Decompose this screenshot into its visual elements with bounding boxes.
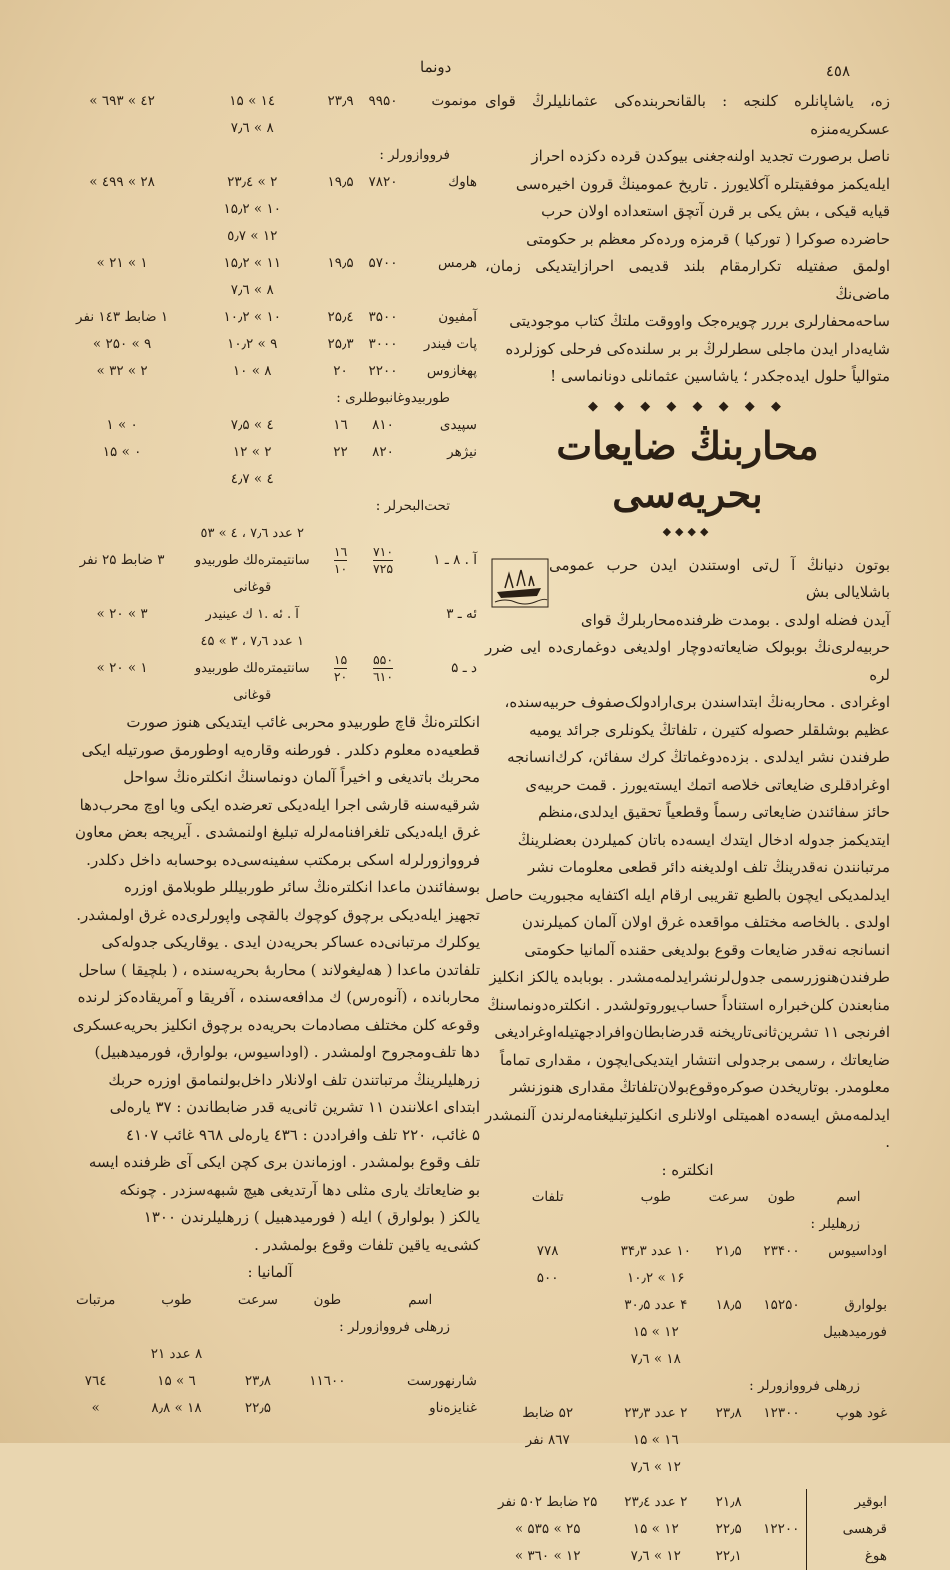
ship-losses: ۰ » ۱۵ bbox=[102, 444, 142, 460]
table-row bbox=[60, 1395, 480, 1422]
section-label: زرهلی فرووازورلر : bbox=[749, 1378, 860, 1394]
left-column bbox=[60, 88, 480, 1422]
section-label: زرهلی فرووازورلر : bbox=[339, 1318, 450, 1335]
tonnage-submerged: ۷۲۵ bbox=[372, 561, 394, 576]
text-line: قیایه قیکی ، بش یکی بر قرن آتچق استعداده اولان حرب bbox=[541, 202, 890, 220]
tonnage-submerged: ٦۱۰ bbox=[372, 669, 394, 684]
ship-guns: ۱۲ » ۷٫٦ bbox=[630, 1459, 681, 1475]
ship-guns: ۱۶ » ۱۰٫۲ bbox=[627, 1270, 685, 1286]
ship-speed: ۲۲٫۱ bbox=[715, 1548, 742, 1564]
ship-tonnage: ۲۲۰۰ bbox=[368, 363, 398, 379]
ship-losses: ۹ » ۲۵۰ » bbox=[92, 336, 152, 352]
column-header: طوب bbox=[161, 1291, 192, 1308]
ship-speed: ۲۵٫٤ bbox=[327, 309, 354, 325]
ship-guns: ۱۲ » ۷٫٦ bbox=[630, 1548, 681, 1564]
table-row bbox=[60, 88, 480, 115]
ship-losses bbox=[60, 277, 184, 304]
text-line: منابعندن کلن‌خبراره استناداً حساب‌یوروتولشدر . انکلتره‌دونماسنڭ bbox=[487, 995, 890, 1014]
ship-losses: ۵۲ ضابط bbox=[522, 1405, 574, 1421]
text-line: بو ضایعاتك یاری مثلی دها آرتدیغی هیچ شبهه‌سزدر . چونکه bbox=[119, 1180, 480, 1199]
ship-speed: ۲۱٫۸ bbox=[715, 1494, 742, 1510]
ship-losses: ۱ » ۲۰ » bbox=[96, 660, 148, 676]
section-row bbox=[60, 142, 480, 169]
ship-losses: ٤۲ » ٦۹۳ » bbox=[89, 93, 155, 109]
ship-speed bbox=[320, 277, 361, 304]
ship-speed bbox=[701, 1319, 756, 1346]
ship-guns: ۱۸ » ۷٫٦ bbox=[630, 1351, 681, 1367]
ship-tonnage: ۵۷۰۰ bbox=[368, 255, 398, 271]
text-line: ایله‌یکمز موفقیتلره آکلایورز . تاریخ عمومینڭ قرون اخیره‌سی bbox=[515, 174, 890, 193]
ship-name: پات فیندر bbox=[423, 336, 477, 352]
germany-label: آلمانیا : bbox=[247, 1263, 293, 1281]
ship-speed: ۲۳٫۹ bbox=[327, 93, 354, 109]
ship-losses: ۱ ضابط ۱٤۳ نفر bbox=[76, 309, 169, 325]
ship-speed bbox=[334, 652, 347, 685]
text-line: یوکلرك مرتبانی‌ده عساکر بحریه‌دن ایدی . یوقاریکی جدوله‌کی bbox=[101, 933, 480, 951]
ship-losses bbox=[60, 466, 184, 493]
table-row bbox=[485, 1454, 890, 1481]
ship-guns: آ . ئه .۱ ك عینیدر bbox=[205, 607, 299, 622]
table-row bbox=[485, 1489, 890, 1516]
ship-guns: ۲ » ۱۲ bbox=[232, 444, 272, 460]
text-line: اولدی . بالخاصه مختلف مواقعده غرق اولان آلمان کمیلرندن bbox=[521, 913, 890, 931]
section-row bbox=[60, 385, 480, 412]
ship-losses: ۳ » ۲۰ » bbox=[96, 606, 148, 622]
ship-speed bbox=[701, 1265, 756, 1292]
column-header: تلفات bbox=[531, 1189, 564, 1205]
text-line: مرتبانندن نه‌قدرینڭ تلف اولدیغنه دائر قطعی معلومات نشر bbox=[528, 858, 890, 876]
ship-name: غود هوپ bbox=[835, 1405, 887, 1421]
article-body bbox=[485, 552, 890, 1157]
ship-tonnage: ۹۹۵۰ bbox=[368, 93, 398, 109]
ship-speed bbox=[701, 1454, 756, 1481]
ship-name bbox=[807, 1265, 890, 1292]
page-header bbox=[60, 58, 890, 88]
ship-guns: ۱۲ » ٥٫۷ bbox=[227, 228, 278, 244]
ship-guns: ۱۰ عدد ۳۴٫۳ bbox=[620, 1243, 691, 1259]
column-header: اسم bbox=[408, 1291, 433, 1308]
ship-losses: ۸٦۷ نفر bbox=[525, 1432, 570, 1448]
ship-name: سپیدی bbox=[439, 417, 477, 433]
ship-speed bbox=[320, 466, 361, 493]
ship-tonnage bbox=[756, 1346, 807, 1373]
table-row bbox=[485, 1400, 890, 1427]
ship-tonnage: ۱۲۳۰۰ bbox=[763, 1405, 800, 1421]
text-line: طرفندن‌هنوزرسمی جدول‌لرنشرایدلمه‌مشدر . بوبابده یالکز انکلیز bbox=[489, 968, 890, 986]
text-line: عظیم بوشلقلر حصوله‌ کتیرن ، تلفاتڭ یکونلری جرائد یومیه bbox=[529, 720, 890, 739]
ship-guns: ٦ » ۱۵ bbox=[157, 1372, 196, 1389]
ship-speed bbox=[701, 1346, 756, 1373]
column-header: طون bbox=[313, 1291, 342, 1308]
ship-losses: ۷٦٤ bbox=[84, 1372, 107, 1389]
ship-guns: ۸ » ۷٫٦ bbox=[230, 282, 274, 298]
text-line: محاربانده ، (آنوه‌رس) ك مدافعه‌سنده ، آفریقا و آمریقاده‌کز لرنده bbox=[77, 988, 480, 1006]
table-row bbox=[485, 1265, 890, 1292]
ship-tonnage: ۱۵۲۵۰ bbox=[763, 1297, 800, 1313]
text-line: تلفاتدن ماعدا ( هه‌لیغولاند ) محاربۀ بحریه‌سنده ، ( بلچیقا ) ساحل bbox=[78, 960, 480, 979]
ship-name: پهغازوس bbox=[426, 363, 477, 379]
ship-tonnage bbox=[361, 196, 405, 223]
table-row bbox=[60, 277, 480, 304]
running-head: دونما bbox=[420, 58, 452, 76]
ship-losses: ۲ » ۳۲ » bbox=[96, 363, 148, 379]
table-row bbox=[485, 1427, 890, 1454]
ship-name bbox=[405, 223, 480, 250]
table-row bbox=[60, 439, 480, 466]
ship-name: د ـ ۵ bbox=[451, 660, 477, 676]
text-line: آیدن فضله اولدی . بومدت ظرفنده‌محاربلرڭ قوای bbox=[580, 610, 890, 629]
tonnage-surface: ۵۵۰ bbox=[372, 652, 394, 667]
ship-losses bbox=[60, 196, 184, 223]
section-label: زرهلیلر : bbox=[810, 1216, 860, 1232]
england-label: انکلتره : bbox=[661, 1160, 714, 1179]
text-line: حربیه‌لری‌نڭ بوبولک ضایعاته‌دوچار اولدیغی دوغماری‌ده ایی ضرر لره bbox=[485, 638, 890, 684]
ship-speed bbox=[320, 196, 361, 223]
column-header: طون bbox=[767, 1189, 796, 1205]
ship-losses: ۷۷۸ bbox=[536, 1243, 559, 1259]
text-line: ضایعاتك ، رسمی برجدولی انتشار ایتدیکی‌ایچون ، مقداری تماماً bbox=[499, 1050, 890, 1069]
table-row bbox=[60, 628, 480, 709]
ship-losses bbox=[60, 115, 184, 142]
column-header: طوب bbox=[640, 1189, 671, 1205]
ship-guns: ۱۰ » ۱۰٫۲ bbox=[223, 309, 281, 325]
ship-speed bbox=[701, 1427, 756, 1454]
text-line: حاضرده صوکرا ( تورکیا ) قرمزه ورده‌کر معظم بر حکومتی bbox=[526, 229, 890, 248]
ship-losses: ۲۵ ضابط ۵۰۲ نفر bbox=[498, 1494, 598, 1510]
ship-tonnage bbox=[373, 544, 393, 577]
ship-tonnage bbox=[756, 1543, 807, 1570]
ship-name: قرهسی bbox=[807, 1516, 890, 1543]
ship-guns: ۹ » ۱۰٫۲ bbox=[227, 336, 278, 352]
ship-speed: ۲۲٫۵ bbox=[244, 1399, 271, 1416]
article-title: محاربنڭ ضایعات بحریه‌سی bbox=[556, 423, 819, 516]
ship-losses bbox=[60, 1341, 131, 1368]
table-row bbox=[60, 169, 480, 196]
section-label: تحت‌البحرلر : bbox=[375, 498, 450, 514]
ship-tonnage bbox=[361, 223, 405, 250]
text-line: کشی‌یه یاقین تلفات وقوع بولمشدر . bbox=[254, 1235, 480, 1254]
section-row bbox=[60, 1314, 480, 1341]
ship-guns: ۸ » ۱۰ bbox=[232, 363, 272, 379]
speed-surface: ۱٦ bbox=[333, 544, 348, 559]
ship-guns: ۸ » ۷٫٦ bbox=[230, 120, 274, 136]
section-row bbox=[60, 493, 480, 520]
table-row bbox=[60, 601, 480, 628]
table-header-row bbox=[60, 1287, 480, 1314]
ship-losses: » bbox=[91, 1399, 100, 1416]
text-line: ایدلمه‌مش ایسه‌ده اهمیتلی اولانلری انکلیزتبلیغنامه‌لرندن آلنمشدر . bbox=[485, 1105, 890, 1151]
speed-submerged: ۱۰ bbox=[333, 561, 348, 576]
ship-guns: ۲ عدد ۲۳٫۳ bbox=[624, 1405, 688, 1421]
ship-tonnage bbox=[756, 1319, 807, 1346]
table-row bbox=[485, 1543, 890, 1570]
ship-name bbox=[807, 1427, 890, 1454]
ship-guns: ۱ عدد ۷٫٦ ، ۳ » ٤۵ سانتیمترەلك طوربیدو قوغانی bbox=[194, 634, 310, 703]
text-line: شرقیه‌سنه قارشی اجرا ایله‌دیکی تعرضده ایکی ویا اوچ محرب‌دها bbox=[79, 795, 480, 814]
ornament-divider: ◆ ◆ ◆ ◆ ◆ ◆ ◆ ◆ bbox=[588, 398, 787, 414]
section-row bbox=[485, 1211, 890, 1238]
table-row bbox=[60, 1368, 480, 1395]
ship-guns: ۱۲ » ۱۵ bbox=[632, 1521, 679, 1537]
table-row bbox=[60, 358, 480, 385]
ship-speed: ۲۳٫۸ bbox=[244, 1372, 271, 1389]
ship-speed: ۲۵٫۳ bbox=[327, 336, 354, 352]
table-row bbox=[60, 520, 480, 601]
ship-guns: ۴ عدد ۳۰٫۵ bbox=[624, 1297, 688, 1313]
ship-tonnage bbox=[361, 115, 405, 142]
text-line: ایدلمدیکی ایچون بالطبع تقریبی ارقام ایله اکتفایه مجبوریت حاصل bbox=[485, 885, 890, 904]
table-row bbox=[60, 466, 480, 493]
table-row bbox=[485, 1516, 890, 1543]
table-row bbox=[485, 1292, 890, 1319]
ship-name bbox=[405, 115, 480, 142]
ship-losses: ۱۲ » ۳٦۰ » bbox=[514, 1548, 581, 1564]
ship-name: ئه ـ ۳ bbox=[446, 606, 477, 622]
ship-tonnage bbox=[294, 1341, 360, 1368]
ship-guns: ۱۰ » ۱۵٫۲ bbox=[223, 201, 281, 217]
ship-tonnage: ۱۲۲۰۰ bbox=[763, 1521, 800, 1537]
ship-tonnage bbox=[756, 1489, 807, 1516]
ship-speed: ۲۱٫۵ bbox=[715, 1243, 742, 1259]
table-row bbox=[60, 223, 480, 250]
ship-speed bbox=[222, 1341, 294, 1368]
text-line: محربك باتدیغی و اخیراً آلمان دونماسنڭ انکلتره‌نڭ سواحل bbox=[123, 768, 480, 786]
text-line: انسانجه نه‌قدر ضایعات وقوع بولدیغی حقنده آلمانیا حکومتی bbox=[524, 940, 890, 959]
ship-name bbox=[405, 277, 480, 304]
ship-tonnage: ۳۰۰۰ bbox=[368, 336, 398, 352]
text-line: بوتون دنیانڭ آ ل‌تی اوستندن ایدن حرب عمومی باشلایالی بش bbox=[549, 555, 890, 601]
ship-guns: ۱۲ » ۱۵ bbox=[632, 1324, 679, 1340]
ship-tonnage: ۱۱٦۰۰ bbox=[309, 1372, 346, 1389]
table-row bbox=[60, 412, 480, 439]
ship-speed: ۲۲٫۵ bbox=[715, 1521, 742, 1537]
germany-losses-table bbox=[60, 1287, 480, 1422]
speed-surface: ۱۵ bbox=[333, 652, 348, 667]
ship-guns: ٤ » ٤٫۷ bbox=[230, 471, 274, 487]
table-row bbox=[60, 304, 480, 331]
text-line: دها تلف‌و‌مجروح اولمشدر . (اوداسیوس، بولوارق، فورمیدهبیل) bbox=[94, 1043, 480, 1061]
text-line: اوغرادقلری ضایعاتی خلاصه اتمك ایسته‌یورز . قمت حربیه‌ی bbox=[525, 775, 890, 794]
ship-tonnage bbox=[373, 652, 393, 685]
ship-illustration-icon bbox=[491, 558, 549, 608]
text-line: غرق ایله‌دیکی تلغرافنامه‌لرله تبلیغ اولنمشدی . آیریجه بعض معاون bbox=[74, 823, 480, 841]
text-line: ایتدیکمز جدوله ادخال ایتدك ایسه‌ده باتان کمیلردن بعضلرینڭ bbox=[517, 830, 890, 849]
ship-guns: ۲ » ۲۳٫٤ bbox=[227, 174, 278, 190]
ship-guns: ۲ عدد ۷٫٦ ، ٤ » ٥۳ سانتیمترەلك طوربیدو قوغانی bbox=[194, 526, 310, 595]
ship-name: هاوك bbox=[448, 174, 477, 190]
ship-speed: ۱۹٫۵ bbox=[327, 174, 354, 190]
table-header-row bbox=[485, 1184, 890, 1211]
table-row bbox=[60, 250, 480, 277]
ship-losses: ۵۰۰ bbox=[536, 1270, 559, 1286]
table-row bbox=[60, 331, 480, 358]
ship-losses: ۱ » ۲۱ » bbox=[96, 255, 148, 271]
column-header: اسم bbox=[836, 1189, 861, 1205]
ship-speed bbox=[320, 223, 361, 250]
text-line: بوسفائندن ماعدا انکلتره‌نڭ سائر طوربیللر طوبلامق اوزره bbox=[123, 878, 480, 896]
text-line: یالکز ( بولوارق ) ایله ( فورمیدهبیل ) زرهلیلرندن ۱۳۰۰ bbox=[143, 1208, 480, 1226]
ship-losses: ۰ » ۱ bbox=[106, 417, 138, 433]
ship-guns: ۸ عدد ۲۱ bbox=[150, 1345, 203, 1362]
ship-speed: ۲۳٫۸ bbox=[715, 1405, 742, 1421]
speed-submerged: ۲۰ bbox=[333, 669, 348, 684]
ship-name bbox=[405, 196, 480, 223]
column-header: سرعت bbox=[237, 1291, 278, 1308]
right-column bbox=[485, 88, 890, 1570]
ship-tonnage bbox=[294, 1395, 360, 1422]
ship-losses: ۲۵ » ۵۳۵ » bbox=[514, 1521, 581, 1537]
table-row bbox=[60, 1341, 480, 1368]
column-header: مرتبات bbox=[75, 1291, 116, 1308]
ship-losses bbox=[485, 1292, 610, 1319]
ship-speed: ۱۹٫۵ bbox=[327, 255, 354, 271]
ship-name: مونموت bbox=[431, 93, 477, 109]
ship-name bbox=[807, 1346, 890, 1373]
ship-tonnage bbox=[756, 1454, 807, 1481]
ship-name: آمفیون bbox=[438, 309, 477, 325]
losses-paragraph bbox=[60, 709, 480, 1259]
ship-tonnage: ۸۱۰ bbox=[372, 417, 394, 433]
table-row bbox=[60, 115, 480, 142]
ship-speed: ۲۲ bbox=[333, 444, 348, 460]
section-label: فرووازورلر : bbox=[379, 147, 450, 163]
text-line: طرفندن نشر ایدلدی . بزده‌دوغماتڭ کرك سفائن، کرك‌انسانجه bbox=[507, 748, 890, 766]
ship-losses bbox=[485, 1319, 610, 1346]
ship-guns: ۱۱ » ۱۵٫۲ bbox=[223, 255, 281, 271]
text-line: معلومدر. بوتاریخدن صوکره‌وقوع‌بولان‌تلفاتڭ مقداری هنوزنشر bbox=[509, 1078, 890, 1096]
ship-tonnage: ۸۲۰ bbox=[372, 444, 394, 460]
ship-name bbox=[405, 466, 480, 493]
ship-tonnage bbox=[756, 1427, 807, 1454]
ship-name: آ . ۸ ـ ۱ bbox=[433, 552, 477, 568]
ship-name: اوداسیوس bbox=[828, 1243, 887, 1259]
text-line: شایه‌دار ایدن ماجلی سطرلرڭ بر بر سلنده‌کی فرحلی کوزلرده bbox=[505, 339, 890, 358]
table-row bbox=[60, 196, 480, 223]
text-line: تجهیز ایله‌دیکی برچوق کوچوك بالقچی واپورلری‌ده غرق اولمشدر. bbox=[76, 905, 480, 924]
ship-tonnage bbox=[361, 277, 405, 304]
ornament-small: ◆◆◆◆ bbox=[662, 525, 713, 538]
ship-losses bbox=[60, 223, 184, 250]
ship-tonnage bbox=[361, 466, 405, 493]
ship-losses: ۳ ضابط ۲۵ نفر bbox=[79, 552, 165, 568]
text-line: تلف وقوع بولمشدر . اوزماندن بری کچن ایکی آی ظرفنده‌ ایسه bbox=[88, 1153, 480, 1171]
ship-name bbox=[807, 1454, 890, 1481]
text-line: فرووازورلرله اسکی برمکتب سفینه‌سی‌ده بوحسابه داخل دکلدر. bbox=[86, 850, 480, 869]
table-row bbox=[485, 1238, 890, 1265]
intro-paragraph bbox=[485, 88, 890, 391]
ship-speed: ۲۰ bbox=[333, 363, 348, 379]
text-line: ابتدای اعلانندن ۱۱ تشرین ثانی‌یه قدر ضابطاندن : ۳۷ یارەلی bbox=[109, 1098, 480, 1116]
ship-tonnage: ۳۵۰۰ bbox=[368, 309, 398, 325]
text-line: اولمق صفتیله تکرارمقام بلند قدیمی احرازایتدیکی زمان، ماضی‌نڭ bbox=[485, 257, 890, 303]
ship-guns: ۱٦ » ۱۵ bbox=[632, 1432, 679, 1448]
text-line: وقوعه کلن مختلف مصادمات بحریه‌ده برچوق انکلیز بحریه‌عسکری bbox=[72, 1015, 480, 1034]
ship-name: هرمس bbox=[437, 255, 477, 271]
ship-losses: ۲۸ » ٤۹۹ » bbox=[89, 174, 155, 190]
text-line: انکلتره‌نڭ قاچ طوربیدو محربی غائب ایتدیکی هنوز صورت bbox=[126, 713, 480, 731]
england-losses-table bbox=[485, 1184, 890, 1570]
ship-name bbox=[361, 1341, 480, 1368]
ship-name: ابوقیر bbox=[807, 1489, 890, 1516]
ship-tonnage: ۷۸۲۰ bbox=[368, 174, 398, 190]
ship-name: شارنهورست bbox=[407, 1372, 477, 1389]
ship-name: بولوارق bbox=[844, 1297, 887, 1313]
text-line: حائز سفائندن ضایعاتی رسماً وقطعیاً تحقیق ایدلدی،منظم bbox=[538, 803, 890, 821]
ship-tonnage bbox=[756, 1265, 807, 1292]
ship-name: فورمیدهبیل bbox=[823, 1324, 887, 1340]
ship-guns: ۱٤ » ۱۵ bbox=[229, 93, 276, 109]
ship-speed bbox=[320, 115, 361, 142]
text-line: اوغرادی . محاربه‌نڭ ابتداسندن بری‌ارادولک‌صفوف حربیه‌سنده، bbox=[504, 693, 890, 711]
ship-losses bbox=[485, 1454, 610, 1481]
text-line: متوالیاً حلول ایده‌جکدر ؛ یاشاسین عثمانلی دونانماسی ! bbox=[550, 367, 890, 385]
text-line: زه، یاشاپانلره کلنجه : بالقانحربنده‌کی عثمانلیلرڭ قوای عسکریه‌منزه bbox=[485, 92, 890, 138]
text-line: ساحه‌محفارلری بررر چویره‌جک واووقت ملتڭ کتاب موجودیتی bbox=[509, 312, 890, 330]
ship-name: هوغ bbox=[807, 1543, 890, 1570]
ship-name: غنایزه‌ناو bbox=[429, 1399, 477, 1416]
ship-tonnage: ۲۳۴۰۰ bbox=[763, 1243, 800, 1259]
text-line: ناصل برصورت تجدید اولنه‌جغنی بیوکدن قرده دکزده احراز bbox=[531, 147, 890, 165]
table-row bbox=[485, 1346, 890, 1373]
england-losses-table-continued bbox=[60, 88, 480, 709]
tonnage-surface: ۷۱۰ bbox=[372, 544, 394, 559]
text-line: زرهلیلرینڭ مرتباتندن تلف اولانلار داخل‌بولنمامق اوزره حربك bbox=[108, 1070, 480, 1089]
section-row bbox=[485, 1373, 890, 1400]
text-line: ۵ غائب، ۲۲۰ تلف وافراددن : ٤۳٦ یارەلی ۹٦۸ غائب ٤۱۰۷ bbox=[125, 1125, 480, 1144]
ship-speed bbox=[334, 544, 347, 577]
ship-losses bbox=[485, 1346, 610, 1373]
text-line: افرنجی ۱۱ تشرین‌ثانی‌تاریخنه قدرضابطان‌وافرادجهتیله‌اوغرادیغی bbox=[494, 1023, 890, 1041]
page-number: ٤٥٨ bbox=[825, 62, 850, 80]
text-line: قطعیه‌ده معلوم دکلدر . فورطنه وقارەیه اوطورمق صورتیله ایکی bbox=[81, 740, 480, 759]
table-row bbox=[485, 1319, 890, 1346]
ship-name: نیژهر bbox=[447, 444, 477, 460]
ship-guns: ٤ » ۷٫۵ bbox=[230, 417, 274, 433]
ship-speed: ۱۸٫۵ bbox=[715, 1297, 742, 1313]
ship-speed: ۱٦ bbox=[333, 417, 348, 433]
column-header: سرعت bbox=[708, 1189, 749, 1205]
ship-guns: ۱۸ » ۸٫۸ bbox=[151, 1399, 202, 1416]
ship-guns: ۲ عدد ۲۳٫٤ bbox=[624, 1494, 688, 1510]
section-label: طوربیدوغانبوطلری : bbox=[336, 390, 450, 406]
